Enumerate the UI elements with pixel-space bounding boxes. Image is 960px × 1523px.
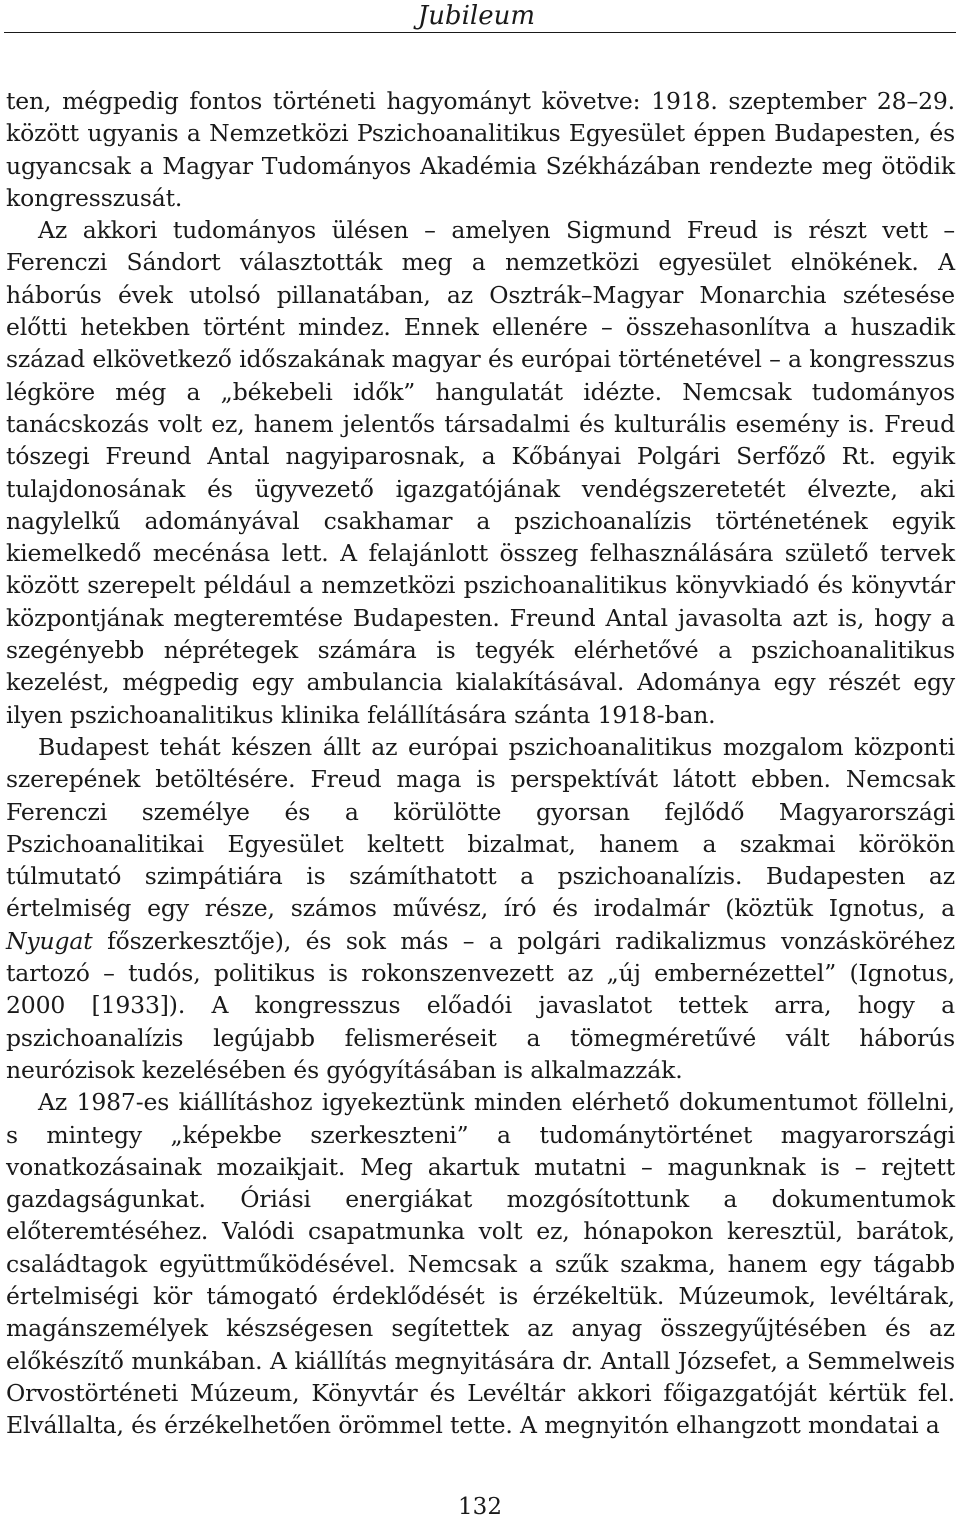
paragraph: [6, 1086, 955, 1441]
paragraph-text: Budapest tehát készen állt az európai pszichoanalitikus mozgalom központi szerepének betöltésére. Freud maga is perspektívát látott ebben. Nemcsak Ferenczi személye és a körülötte gyorsan fejlődő Magyarországi Pszichoanalitikai Egyesület keltett bizalmat, hanem a szakmai körökön túlmutató szimpátiára is számíthatott a pszichoanalízis. Budapesten az értelmiség egy része, számos művész, író és irodalmár (köztük Ignotus, a: [6, 732, 955, 923]
paragraph-text: ten, mégpedig fontos történeti hagyományt követve: 1918. szeptember 28–29. között ugyanis a Nemzetközi Pszichoanalitikus Egyesület éppen Budapesten, és ugyancsak a Magyar Tudományos Akadémia Székházában rendezte meg ötödik kongresszusát.: [6, 87, 955, 212]
paragraph-text: főszerkesztője), és sok más – a polgári radikalizmus vonzásköréhez tartozó – tudós, politikus is rokonszenvezett az „új embernézettel” (Ignotus, 2000 [1933]). A kongresszus előadói javaslatot tettek arra, hogy a pszichoanalízis legújabb felismeréseit a tömegméretűvé vált háborús neurózisok kezelésében és gyógyításában is alkalmazzák.: [6, 926, 955, 1084]
running-header-title: Jubileum: [417, 1, 535, 31]
paragraph-text: Az akkori tudományos ülésen – amelyen Sigmund Freud is részt vett – Ferenczi Sándort választották meg a nemzetközi egyesület elnökének. A háborús évek utolsó pillanatában, az Osztrák–Magyar Monarchia szétesése előtti hetekben történt mindez. Ennek ellenére – összehasonlítva a huszadik század elkövetkező időszakának magyar és európai történetével – a kongresszus légköre még a „békebeli idők” hangulatát idézte. Nemcsak tudományos tanácskozás volt ez, hanem jelentős társadalmi és kulturális esemény is. Freud tószegi Freund Antal nagyiparosnak, a Kőbányai Polgári Serfőző Rt. egyik tulajdonosának és ügyvezető igazgatójának vendégszeretetét élvezte, aki nagylelkű adományával csakhamar a pszichoanalízis történetének egyik kiemelkedő mecénása lett. A felajánlott összeg felhasználására születő tervek között szerepelt például a nemzetközi pszichoanalitikus könyvkiadó és könyvtár központjának megteremtése Budapesten. Freund Antal javasolta azt is, hogy a szegényebb néprétegek számára is tegyék elérhetővé a pszichoanalitikus kezelést, mégpedig egy ambulancia kialakításával. Adománya egy részét egy ilyen pszichoanalitikus klinika felállítására szánta 1918-ban.: [6, 216, 955, 729]
running-header: [0, 0, 960, 34]
paragraph: [6, 85, 955, 214]
paragraph: [6, 731, 955, 1086]
paragraph-text: Az 1987-es kiállításhoz igyekeztünk minden elérhető dokumentumot föllelni, s mintegy „képekbe szerkeszteni” a tudománytörténet magyarországi vonatkozásainak mozaikjait. Meg akartuk mutatni – magunknak is – rejtett gazdagságunkat. Óriási energiákat mozgósítottunk a dokumentumok előteremtéséhez. Valódi csapatmunka volt ez, hónapokon keresztül, barátok, családtagok együttműködésével. Nemcsak a szűk szakma, hanem egy tágabb értelmiségi kör támogató érdeklődését is érzékeltük. Múzeumok, levéltárak, magánszemélyek készségesen segítettek az anyag összegyűjtésében és az előkészítő munkában. A kiállítás megnyitására dr. Antall Józsefet, a Semmelweis Orvostörténeti Múzeum, Könyvtár és Levéltár akkori főigazgatóját kértük fel. Elvállalta, és érzékelhetően örömmel tette. A megnyitón elhangzott mondatai a: [6, 1088, 955, 1440]
header-rule: [4, 32, 956, 33]
article-body: [6, 85, 955, 1441]
paragraph: [6, 214, 955, 731]
italic-title-text: Nyugat: [6, 926, 93, 955]
page-number: 132: [458, 1494, 502, 1520]
